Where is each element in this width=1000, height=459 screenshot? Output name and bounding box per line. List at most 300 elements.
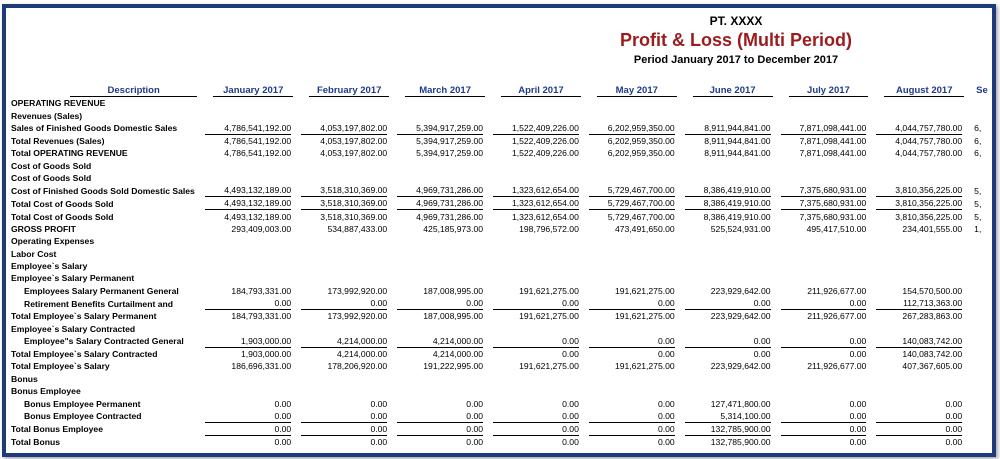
row-description: Cost of Goods Sold — [11, 173, 92, 184]
column-header-february: February 2017 — [301, 84, 397, 97]
row-description: Total Revenues (Sales) — [11, 135, 105, 146]
row-value — [397, 335, 493, 348]
row-value-text: 4,053,197,802.00 — [301, 122, 387, 135]
row-description: Bonus Employee Contracted — [24, 411, 142, 422]
row-value — [876, 348, 972, 360]
row-value — [301, 335, 397, 348]
row-value — [397, 135, 493, 147]
row-value-text: 0.00 — [493, 297, 579, 310]
row-value — [685, 335, 781, 348]
row-value — [876, 373, 972, 385]
row-value — [685, 210, 781, 222]
row-value — [972, 310, 992, 322]
row-value-text: 6,202,959,350.00 — [607, 135, 675, 146]
row-value-text: 4,493,132,189.00 — [205, 184, 291, 197]
row-value — [781, 297, 877, 310]
row-value-text: 4,969,731,286.00 — [397, 184, 483, 197]
row-value — [397, 310, 493, 322]
row-description: Retirement Benefits Curtailment and — [24, 298, 173, 309]
column-header-may: May 2017 — [589, 84, 685, 97]
row-value-text: 525,524,931.00 — [710, 223, 771, 234]
table-row — [10, 360, 992, 372]
row-value — [589, 335, 685, 348]
report-frame — [2, 4, 996, 457]
row-value — [589, 248, 685, 260]
table-row — [10, 272, 992, 284]
row-value — [685, 223, 781, 235]
row-value-text: 0.00 — [945, 437, 963, 447]
row-value — [685, 260, 781, 272]
row-value — [685, 410, 781, 423]
row-value — [781, 360, 877, 372]
row-value — [397, 297, 493, 310]
row-value — [205, 335, 301, 348]
row-value-text: 5,729,467,700.00 — [607, 211, 675, 222]
row-value — [589, 272, 685, 284]
row-value — [685, 147, 781, 159]
row-value — [205, 197, 301, 210]
table-row — [10, 260, 992, 272]
row-value-text: 191,621,275.00 — [519, 285, 579, 296]
row-value — [972, 410, 992, 423]
row-value-text: 5, — [974, 211, 982, 222]
row-description: Cost of Goods Sold — [11, 160, 92, 171]
row-value — [397, 248, 493, 260]
row-value-text: 0.00 — [562, 349, 579, 360]
row-value — [301, 423, 397, 436]
row-value — [397, 184, 493, 197]
row-value-text: 184,793,331.00 — [231, 285, 292, 296]
row-value — [301, 322, 397, 334]
row-value — [589, 223, 685, 235]
row-value — [205, 348, 301, 360]
row-description: Total Bonus — [11, 437, 61, 447]
table-row — [10, 373, 992, 385]
row-value-text: 187,008,995.00 — [423, 285, 484, 296]
row-value-text: 4,786,541,192.00 — [205, 122, 291, 135]
row-value-text: 0.00 — [657, 437, 675, 447]
row-value — [781, 272, 877, 284]
row-value — [589, 373, 685, 385]
row-value-text: 0.00 — [753, 349, 771, 360]
row-value-text: 198,796,572.00 — [519, 223, 579, 234]
row-value-text: 191,621,275.00 — [614, 311, 675, 322]
row-value — [205, 135, 301, 147]
row-value — [876, 122, 972, 135]
row-value — [972, 272, 992, 284]
row-value — [876, 160, 972, 172]
table-row — [10, 310, 992, 322]
row-value — [972, 223, 992, 235]
row-value — [301, 184, 397, 197]
row-value — [685, 385, 781, 397]
table-row — [10, 172, 992, 184]
row-value-text: 8,386,419,910.00 — [685, 197, 771, 210]
row-description: Total Cost of Goods Sold — [11, 211, 114, 222]
row-value — [972, 322, 992, 334]
row-value — [876, 322, 972, 334]
row-value-text: 0.00 — [685, 297, 771, 310]
column-header-march: March 2017 — [397, 84, 493, 97]
row-value — [781, 147, 877, 159]
row-value-text: 3,810,356,225.00 — [876, 184, 962, 197]
row-value — [685, 373, 781, 385]
row-value — [493, 160, 589, 172]
row-value — [397, 385, 493, 397]
row-value — [301, 109, 397, 121]
row-value-text: 187,008,995.00 — [423, 311, 484, 322]
table-row — [10, 297, 992, 310]
row-value — [301, 147, 397, 159]
row-value — [493, 297, 589, 310]
row-value — [972, 285, 992, 297]
row-value-text: 154,570,500.00 — [902, 285, 963, 296]
row-value — [972, 260, 992, 272]
row-value — [397, 285, 493, 297]
row-value-text: 5,729,467,700.00 — [589, 197, 675, 210]
row-value — [876, 97, 972, 109]
row-value — [781, 423, 877, 436]
row-value — [397, 373, 493, 385]
row-value — [876, 436, 972, 448]
row-value-text: 0.00 — [685, 335, 771, 348]
row-value-text: 0.00 — [945, 398, 963, 409]
row-value-text: 4,214,000.00 — [432, 349, 484, 360]
row-value-text: 191,621,275.00 — [614, 285, 675, 296]
row-value — [397, 147, 493, 159]
row-value — [685, 436, 781, 448]
row-description: Total Employee`s Salary Permanent — [11, 311, 157, 322]
row-value — [493, 348, 589, 360]
row-value-text: 4,044,757,780.00 — [876, 122, 962, 135]
row-value — [972, 297, 992, 310]
row-value-text: 0.00 — [849, 437, 867, 447]
column-header-june: June 2017 — [685, 84, 781, 97]
row-value — [301, 122, 397, 135]
row-description: Employee`s Salary — [11, 261, 88, 272]
row-value — [972, 335, 992, 348]
row-value — [972, 184, 992, 197]
column-header-september-partial: Se — [976, 85, 988, 96]
row-value — [493, 223, 589, 235]
row-value — [589, 122, 685, 135]
row-value — [493, 184, 589, 197]
row-value-text: 0.00 — [781, 410, 867, 423]
row-value-text: 425,185,973.00 — [423, 223, 484, 234]
row-value-text: 211,926,677.00 — [807, 361, 867, 372]
row-value-text: 0.00 — [589, 297, 675, 310]
row-description: Bonus Employee — [11, 386, 81, 397]
row-value — [781, 122, 877, 135]
row-description: Operating Expenses — [11, 236, 95, 247]
column-header-july: July 2017 — [781, 84, 877, 97]
row-value-text: 5,729,467,700.00 — [589, 184, 675, 197]
row-value-text: 267,283,863.00 — [902, 311, 963, 322]
row-value — [397, 197, 493, 210]
row-value — [397, 97, 493, 109]
row-value — [301, 172, 397, 184]
row-value-text: 1,323,612,654.00 — [493, 184, 579, 197]
row-value — [685, 310, 781, 322]
row-value — [972, 235, 992, 247]
row-value — [685, 397, 781, 409]
row-value — [972, 97, 992, 109]
row-value-text: 6, — [974, 123, 982, 134]
row-value — [781, 260, 877, 272]
row-value — [205, 248, 301, 260]
row-value-text: 4,044,757,780.00 — [895, 148, 963, 159]
row-value-text: 0.00 — [397, 423, 483, 436]
row-value — [397, 410, 493, 423]
row-value — [876, 285, 972, 297]
row-value-text: 211,926,677.00 — [807, 285, 867, 296]
row-value-text: 0.00 — [397, 297, 483, 310]
row-value — [589, 235, 685, 247]
row-value-text: 4,493,132,189.00 — [205, 197, 291, 210]
row-value — [589, 436, 685, 448]
row-value-text: 173,992,920.00 — [327, 285, 388, 296]
row-value-text: 140,083,742.00 — [902, 349, 963, 360]
row-value — [876, 423, 972, 436]
row-value — [205, 297, 301, 310]
row-value — [493, 373, 589, 385]
row-value — [493, 210, 589, 222]
row-value-text: 132,785,900.00 — [685, 423, 771, 436]
row-value — [301, 223, 397, 235]
table-row — [10, 385, 992, 397]
row-value-text: 5,394,917,259.00 — [397, 122, 483, 135]
row-value — [685, 285, 781, 297]
row-value — [397, 436, 493, 448]
row-value — [685, 360, 781, 372]
row-value-text: 7,871,098,441.00 — [781, 122, 867, 135]
row-value — [493, 197, 589, 210]
row-description: Total OPERATING REVENUE — [11, 148, 128, 159]
column-header-description: Description — [10, 84, 205, 97]
row-value — [493, 122, 589, 135]
row-value-text: 7,375,680,931.00 — [781, 184, 867, 197]
row-value — [205, 160, 301, 172]
row-value — [685, 272, 781, 284]
row-value-text: 1,323,612,654.00 — [493, 197, 579, 210]
row-description: Employee`s Salary Permanent — [11, 273, 135, 284]
row-value-text: 4,493,132,189.00 — [224, 211, 292, 222]
row-value-text: 223,929,642.00 — [710, 285, 771, 296]
row-value-text: 0.00 — [493, 410, 579, 423]
row-value-text: 0.00 — [781, 297, 867, 310]
row-value — [397, 260, 493, 272]
row-value-text: 3,810,356,225.00 — [895, 211, 963, 222]
row-value-text: 1,522,409,226.00 — [493, 122, 579, 135]
row-value-text: 112,713,363.00 — [876, 297, 962, 310]
row-value — [972, 373, 992, 385]
row-value-text: 0.00 — [397, 410, 483, 423]
row-value — [972, 210, 992, 222]
row-value — [301, 410, 397, 423]
row-value — [301, 160, 397, 172]
row-value — [589, 172, 685, 184]
row-value — [972, 109, 992, 121]
row-value — [205, 235, 301, 247]
row-value — [876, 297, 972, 310]
row-value-text: 4,214,000.00 — [301, 335, 387, 348]
row-value — [301, 397, 397, 409]
row-value — [493, 335, 589, 348]
row-value — [781, 397, 877, 409]
row-value — [205, 223, 301, 235]
row-value — [972, 160, 992, 172]
report-period: Period January 2017 to December 2017 — [633, 54, 839, 66]
row-value — [876, 184, 972, 197]
row-value-text: 0.00 — [657, 398, 675, 409]
row-value — [972, 197, 992, 210]
table-row — [10, 97, 992, 109]
row-value — [589, 423, 685, 436]
table-row — [10, 235, 992, 247]
row-value — [493, 322, 589, 334]
row-value-text: 6, — [974, 148, 982, 159]
row-value-text: 7,375,680,931.00 — [781, 197, 867, 210]
row-value — [301, 235, 397, 247]
row-value-text: 3,518,310,369.00 — [320, 211, 388, 222]
row-value — [972, 172, 992, 184]
table-row — [10, 160, 992, 172]
profit-loss-table — [10, 84, 992, 448]
row-value — [301, 385, 397, 397]
row-value — [589, 348, 685, 360]
row-value-text: 0.00 — [274, 398, 292, 409]
row-value — [205, 147, 301, 159]
row-value — [589, 322, 685, 334]
row-value-text: 6, — [974, 135, 982, 146]
table-row — [10, 322, 992, 334]
row-value — [205, 373, 301, 385]
row-value — [876, 235, 972, 247]
row-value-text: 223,929,642.00 — [710, 311, 771, 322]
row-value — [301, 97, 397, 109]
row-value — [397, 397, 493, 409]
row-value-text: 0.00 — [562, 398, 579, 409]
row-value-text: 8,386,419,910.00 — [703, 211, 771, 222]
row-value-text: 473,491,650.00 — [614, 223, 675, 234]
row-value-text: 0.00 — [781, 423, 867, 436]
row-value-text: 1,522,409,226.00 — [511, 148, 579, 159]
row-value-text: 8,911,944,841.00 — [704, 135, 771, 146]
row-value-text: 7,871,098,441.00 — [799, 148, 867, 159]
row-value-text: 4,044,757,780.00 — [895, 135, 963, 146]
table-row — [10, 184, 992, 197]
row-value — [876, 335, 972, 348]
row-value — [397, 322, 493, 334]
row-value — [397, 160, 493, 172]
row-description: Revenues (Sales) — [11, 110, 83, 121]
row-value — [781, 285, 877, 297]
row-value-text: 0.00 — [301, 423, 387, 436]
row-value — [397, 122, 493, 135]
row-value-text: 0.00 — [466, 398, 484, 409]
row-value-text: 7,871,098,441.00 — [799, 135, 867, 146]
row-value — [876, 410, 972, 423]
row-value-text: 4,969,731,286.00 — [416, 211, 484, 222]
row-value — [589, 360, 685, 372]
table-row — [10, 397, 992, 409]
row-value — [781, 385, 877, 397]
row-value — [493, 135, 589, 147]
row-value — [876, 272, 972, 284]
row-value — [589, 297, 685, 310]
row-value — [876, 385, 972, 397]
row-value-text: 0.00 — [562, 437, 579, 447]
row-value — [205, 272, 301, 284]
row-value — [205, 210, 301, 222]
row-value — [685, 348, 781, 360]
row-value — [397, 423, 493, 436]
table-header-row — [10, 84, 992, 97]
row-value-text: 0.00 — [274, 437, 292, 447]
column-header-january: January 2017 — [205, 84, 301, 97]
row-value — [205, 385, 301, 397]
row-value — [493, 147, 589, 159]
row-value-text: 4,214,000.00 — [397, 335, 483, 348]
row-value-text: 132,785,900.00 — [710, 437, 771, 447]
row-value — [493, 423, 589, 436]
row-value — [589, 410, 685, 423]
row-value — [589, 109, 685, 121]
row-value-text: 5,394,917,259.00 — [416, 135, 484, 146]
table-row — [10, 210, 992, 222]
row-value — [781, 97, 877, 109]
row-value — [972, 385, 992, 397]
row-value-text: 234,401,555.00 — [902, 223, 963, 234]
company-name: PT. XXXX — [709, 14, 763, 28]
row-description: OPERATING REVENUE — [11, 98, 106, 109]
row-value — [205, 322, 301, 334]
row-value — [781, 235, 877, 247]
row-value-text: 8,386,419,910.00 — [685, 184, 771, 197]
row-value — [301, 248, 397, 260]
row-value — [589, 184, 685, 197]
row-value — [781, 335, 877, 348]
row-value-text: 495,417,510.00 — [806, 223, 867, 234]
row-description: Total Employee`s Salary — [11, 361, 110, 372]
row-value — [685, 184, 781, 197]
row-description: Bonus Employee Permanent — [24, 398, 141, 409]
row-value-text: 4,053,197,802.00 — [320, 135, 388, 146]
row-value — [205, 122, 301, 135]
table-row — [10, 109, 992, 121]
row-value — [301, 373, 397, 385]
row-value-text: 3,518,310,369.00 — [301, 184, 387, 197]
row-value-text: 4,214,000.00 — [337, 349, 388, 360]
row-value — [205, 423, 301, 436]
row-value-text: 0.00 — [849, 349, 867, 360]
row-value — [876, 248, 972, 260]
row-value — [781, 172, 877, 184]
row-value — [781, 310, 877, 322]
row-description: Bonus — [11, 373, 38, 384]
row-value — [685, 297, 781, 310]
row-value-text: 5, — [974, 198, 982, 209]
row-value — [685, 423, 781, 436]
row-value — [972, 360, 992, 372]
report-title: Profit & Loss (Multi Period) — [620, 30, 852, 50]
row-value — [589, 210, 685, 222]
row-value — [876, 223, 972, 235]
row-value — [205, 285, 301, 297]
row-value — [301, 348, 397, 360]
table-row — [10, 197, 992, 210]
row-value-text: 173,992,920.00 — [327, 311, 388, 322]
